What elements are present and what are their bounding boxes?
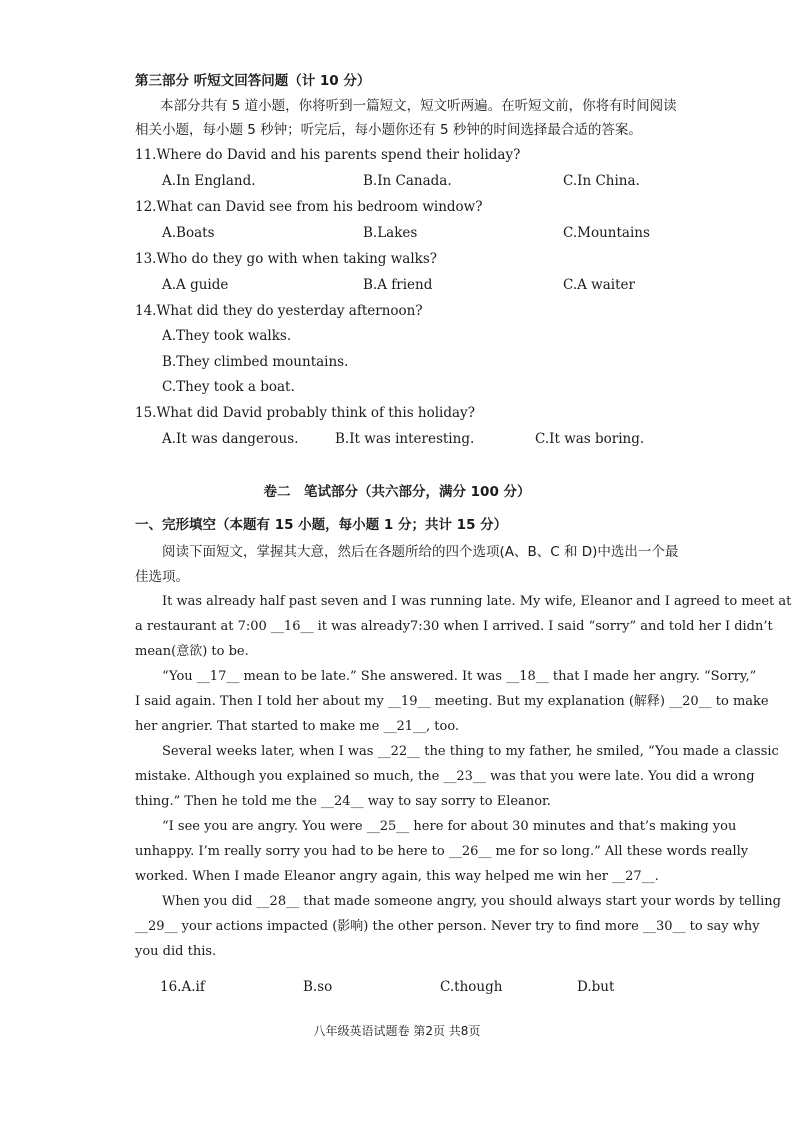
option: B.They climbed mountains. (162, 354, 349, 370)
part3-title: 第三部分 听短文回答问题（计 10 分） (135, 73, 371, 89)
option: A.In England. (162, 173, 256, 189)
passage-line: Several weeks later, when I was __22__ the thing to my father, he smiled, “You made a classic (162, 744, 779, 759)
option: 16.A.if (160, 979, 205, 995)
passage-line: her angrier. That started to make me __21__, too. (135, 719, 460, 734)
part3-instruction-2: 相关小题，每小题 5 秒钟；听完后，每小题你还有 5 秒钟的时间选择最合适的答案。 (135, 122, 642, 138)
passage-line: mistake. Although you explained so much, the __23__ was that you were late. You did a wrong (135, 769, 755, 784)
option: A.They took walks. (162, 328, 292, 344)
option: C.Mountains (563, 225, 650, 241)
option: C.It was boring. (535, 431, 645, 447)
option: C.In China. (563, 173, 640, 189)
question-stem: 12.What can David see from his bedroom window? (135, 199, 483, 215)
option: C.though (440, 979, 503, 995)
volume2-title: 卷二 笔试部分（共六部分，满分 100 分） (263, 484, 531, 500)
passage-line: thing.” Then he told me the __24__ way to say sorry to Eleanor. (135, 794, 551, 809)
question-stem: 15.What did David probably think of this holiday? (135, 405, 475, 421)
passage-line: mean(意欲) to be. (135, 644, 249, 659)
option: C.They took a boat. (162, 379, 295, 395)
option: A.It was dangerous. (162, 431, 299, 447)
passage-line: “You __17__ mean to be late.” She answered. It was __18__ that I made her angry. “Sorry,” (162, 669, 757, 684)
question-stem: 11.Where do David and his parents spend their holiday? (135, 147, 521, 163)
passage-line: a restaurant at 7:00 __16__ it was already7:30 when I arrived. I said “sorry” and told her I didn’t (135, 619, 773, 634)
passage-line: unhappy. I’m really sorry you had to be here to __26__ me for so long.” All these words really (135, 844, 749, 859)
passage-line: you did this. (135, 944, 217, 959)
option: A.Boats (162, 225, 215, 241)
passage-line: “I see you are angry. You were __25__ here for about 30 minutes and that’s making you (162, 819, 737, 834)
passage-line: __29__ your actions impacted (影响) the other person. Never try to find more __30__ to say why (135, 919, 760, 934)
question-stem: 13.Who do they go with when taking walks? (135, 251, 437, 267)
page-footer: 八年级英语试题卷 第2页 共8页 (313, 1024, 481, 1038)
option: C.A waiter (563, 277, 635, 293)
option: A.A guide (162, 277, 229, 293)
option: B.A friend (363, 277, 433, 293)
option: B.Lakes (363, 225, 418, 241)
cloze-instruction-1: 阅读下面短文，掌握其大意，然后在各题所给的四个选项(A、B、C 和 D)中选出一个最 (162, 544, 679, 560)
passage-line: I said again. Then I told her about my __19__ meeting. But my explanation (解释) __20__ to make (135, 694, 769, 709)
option: B.In Canada. (363, 173, 452, 189)
cloze-title: 一、完形填空（本题有 15 小题，每小题 1 分；共计 15 分） (135, 517, 508, 533)
option: D.but (577, 979, 615, 995)
option: B.It was interesting. (335, 431, 475, 447)
passage-line: It was already half past seven and I was running late. My wife, Eleanor and I agreed to meet at (162, 594, 792, 609)
question-stem: 14.What did they do yesterday afternoon? (135, 303, 423, 319)
option: B.so (303, 979, 333, 995)
passage-line: worked. When I made Eleanor angry again, this way helped me win her __27__. (135, 869, 659, 884)
passage-line: When you did __28__ that made someone angry, you should always start your words by telling (162, 894, 781, 909)
part3-instruction-1: 本部分共有 5 道小题，你将听到一篇短文，短文听两遍。在听短文前，你将有时间阅读 (160, 98, 677, 114)
cloze-instruction-2: 佳选项。 (135, 569, 189, 585)
